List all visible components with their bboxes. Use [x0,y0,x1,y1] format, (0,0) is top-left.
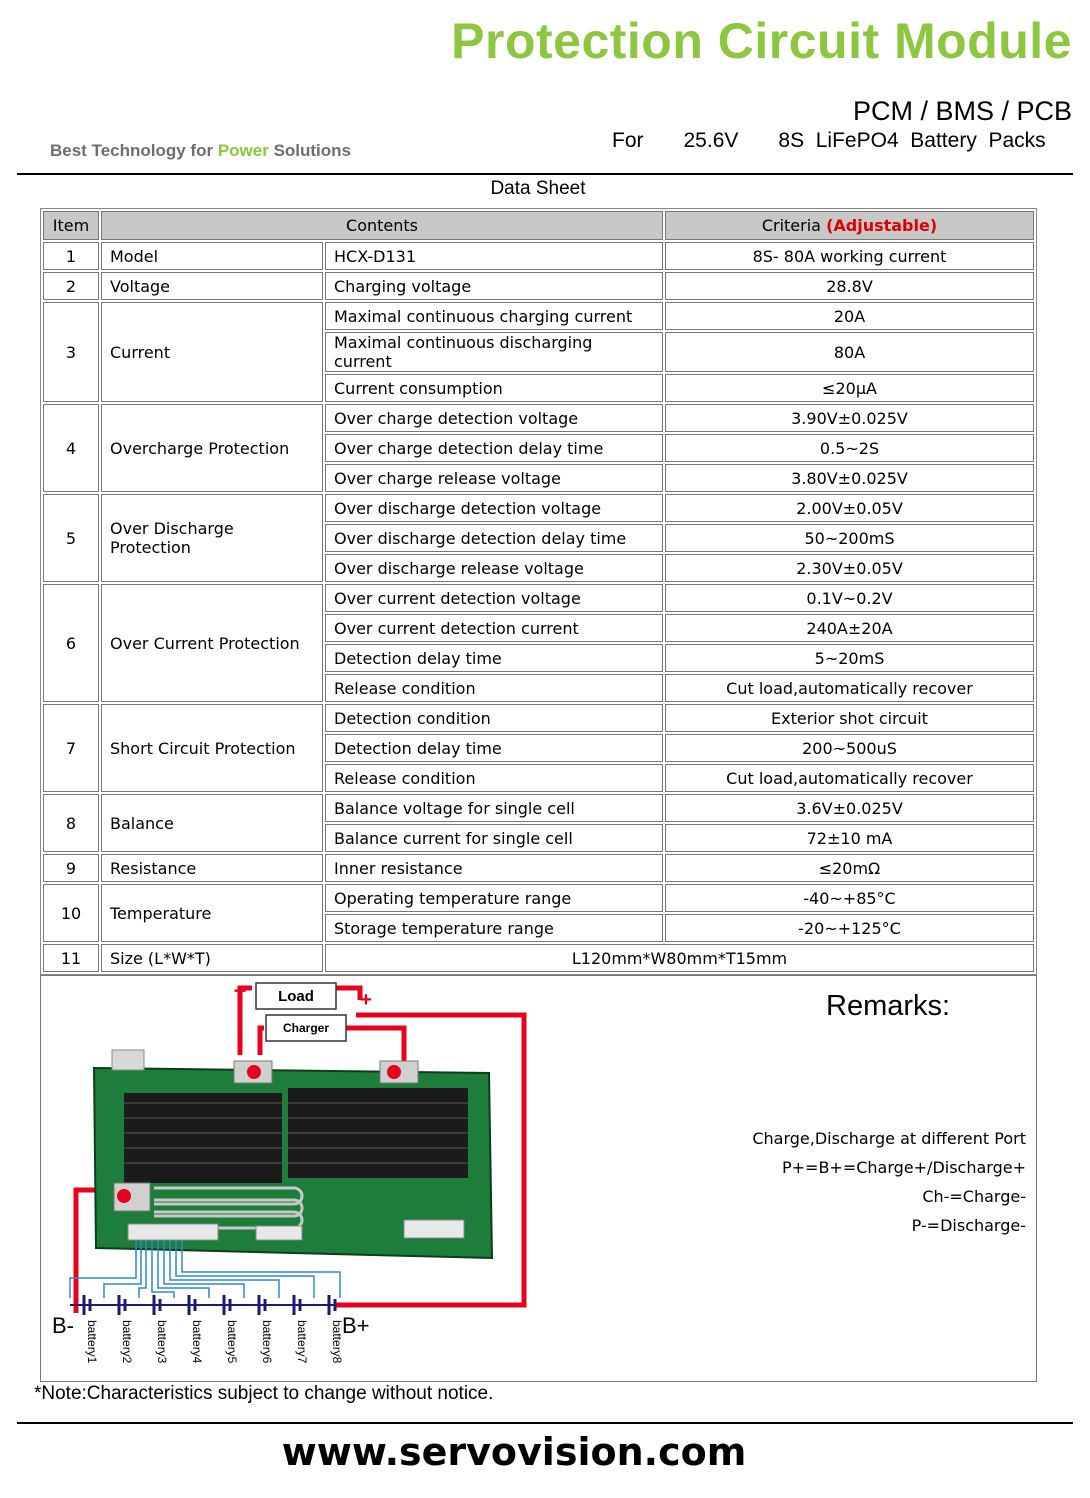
value-cell: 20A [665,302,1034,330]
remarks-lines [752,1124,1026,1240]
value-cell: 2.00V±0.05V [665,494,1034,522]
table-row [43,794,1034,822]
value-cell: 50~200mS [665,524,1034,552]
parameter-cell: Over charge detection delay time [325,434,663,462]
parameter-cell: Maximal continuous discharging current [325,332,663,372]
pack-type: 8S LiFePO4 Battery Packs [778,129,1046,152]
for-label: For [612,129,644,152]
parameter-cell: Detection delay time [325,734,663,762]
parameter-cell: Balance voltage for single cell [325,794,663,822]
item-number: 6 [43,584,99,702]
b-minus-label: B- [52,1313,74,1338]
table-row [43,494,1034,522]
parameter-cell: Operating temperature range [325,884,663,912]
footnote: *Note:Characteristics subject to change without notice. [34,1383,494,1404]
header-criteria [665,211,1034,240]
table-row [43,884,1034,912]
tagline-text-end: Solutions [268,141,352,160]
header-contents: Contents [101,211,663,240]
value-cell: 5~20mS [665,644,1034,672]
battery-label: battery4 [190,1320,204,1364]
table-row [43,302,1034,330]
value-cell: Cut load,automatically recover [665,674,1034,702]
spec-table [40,208,1037,975]
remark-line: P-=Discharge- [911,1216,1026,1235]
negative-sign: − [233,978,247,1003]
battery-label: battery5 [225,1320,239,1364]
parameter-cell: Current consumption [325,374,663,402]
remarks-title: Remarks: [826,990,951,1022]
remark-line: Charge,Discharge at different Port [752,1129,1026,1148]
tagline-highlight: Power [217,141,269,160]
item-number: 9 [43,854,99,882]
battery-label: battery2 [120,1320,134,1364]
parameter-cell: Release condition [325,674,663,702]
category-cell: Overcharge Protection [101,404,323,492]
item-number: 1 [43,242,99,270]
value-cell: 28.8V [665,272,1034,300]
charger-negative-wire [260,1028,264,1055]
category-cell: Over Discharge Protection [101,494,323,582]
remark-line: P+=B+=Charge+/Discharge+ [781,1158,1026,1177]
table-row [43,704,1034,732]
parameter-cell: Over discharge detection voltage [325,494,663,522]
parameter-cell: Detection condition [325,704,663,732]
category-cell: Over Current Protection [101,584,323,702]
battery-label: battery7 [295,1320,309,1364]
value-cell: -20~+125°C [665,914,1034,942]
value-cell: 72±10 mA [665,824,1034,852]
parameter-cell: Maximal continuous charging current [325,302,663,330]
category-cell: Size (L*W*T) [101,944,323,972]
company-tagline [50,141,351,161]
parameter-cell: Inner resistance [325,854,663,882]
parameter-cell: Over charge detection voltage [325,404,663,432]
value-cell: Exterior shot circuit [665,704,1034,732]
website-url[interactable]: www.servovision.com [281,1430,747,1474]
value-cell: 8S- 80A working current [665,242,1034,270]
value-cell: 2.30V±0.05V [665,554,1034,582]
table-row [43,404,1034,432]
parameter-cell: Detection delay time [325,644,663,672]
parameter-cell: Over current detection voltage [325,584,663,612]
value-cell: 240A±20A [665,614,1034,642]
footer-divider [17,1422,1073,1424]
item-number: 5 [43,494,99,582]
table-header-row [43,211,1034,240]
criteria-label: Criteria [761,216,827,235]
item-number: 10 [43,884,99,942]
category-cell: Short Circuit Protection [101,704,323,792]
value-cell: 3.6V±0.025V [665,794,1034,822]
value-cell: Cut load,automatically recover [665,764,1034,792]
battery-label: battery1 [85,1320,99,1364]
item-number: 3 [43,302,99,402]
value-cell: ≤20μA [665,374,1034,402]
item-number: 4 [43,404,99,492]
category-cell: Current [101,302,323,402]
sheet-title: Data Sheet [490,178,586,199]
category-cell: Voltage [101,272,323,300]
pack-voltage: 25.6V [683,129,739,152]
value-cell: 0.5~2S [665,434,1034,462]
adjustable-label: (Adjustable) [826,216,938,235]
parameter-cell: HCX-D131 [325,242,663,270]
remark-line: Ch-=Charge- [922,1187,1026,1206]
value-cell: 0.1V~0.2V [665,584,1034,612]
parameter-cell: Balance current for single cell [325,824,663,852]
positive-sign: + [360,989,372,1011]
battery-label: battery6 [260,1320,274,1364]
value-cell: 80A [665,332,1034,372]
load-positive-wire [336,988,360,1000]
value-cell: 200~500uS [665,734,1034,762]
item-number: 11 [43,944,99,972]
pcb-board [94,1050,492,1258]
item-number: 8 [43,794,99,852]
table-row [43,584,1034,612]
category-cell: Temperature [101,884,323,942]
item-number: 7 [43,704,99,792]
value-cell: -40~+85°C [665,884,1034,912]
parameter-cell: Over discharge detection delay time [325,524,663,552]
value-cell: 3.80V±0.025V [665,464,1034,492]
b-plus-label: B+ [342,1313,370,1338]
value-cell: L120mm*W80mm*T15mm [325,944,1034,972]
battery-label: battery8 [330,1320,344,1364]
category-cell: Balance [101,794,323,852]
value-cell: ≤20mΩ [665,854,1034,882]
charger-label: Charger [282,1021,330,1035]
parameter-cell: Over discharge release voltage [325,554,663,582]
parameter-cell: Storage temperature range [325,914,663,942]
table-row [43,272,1034,300]
header-divider [17,173,1073,175]
parameter-cell: Over current detection current [325,614,663,642]
page-subtitle: PCM / BMS / PCB [852,96,1072,126]
header-item: Item [43,211,99,240]
pack-description [612,129,1046,153]
parameter-cell: Over charge release voltage [325,464,663,492]
parameter-cell: Release condition [325,764,663,792]
item-number: 2 [43,272,99,300]
wiring-diagram [44,978,544,1378]
tagline-text: Best Technology for [50,141,218,160]
parameter-cell: Charging voltage [325,272,663,300]
category-cell: Model [101,242,323,270]
load-label: Load [278,988,314,1005]
table-row [43,854,1034,882]
battery-label: battery3 [155,1320,169,1364]
table-row [43,944,1034,972]
table-row [43,242,1034,270]
value-cell: 3.90V±0.025V [665,404,1034,432]
category-cell: Resistance [101,854,323,882]
page-title: Protection Circuit Module [451,13,1072,69]
